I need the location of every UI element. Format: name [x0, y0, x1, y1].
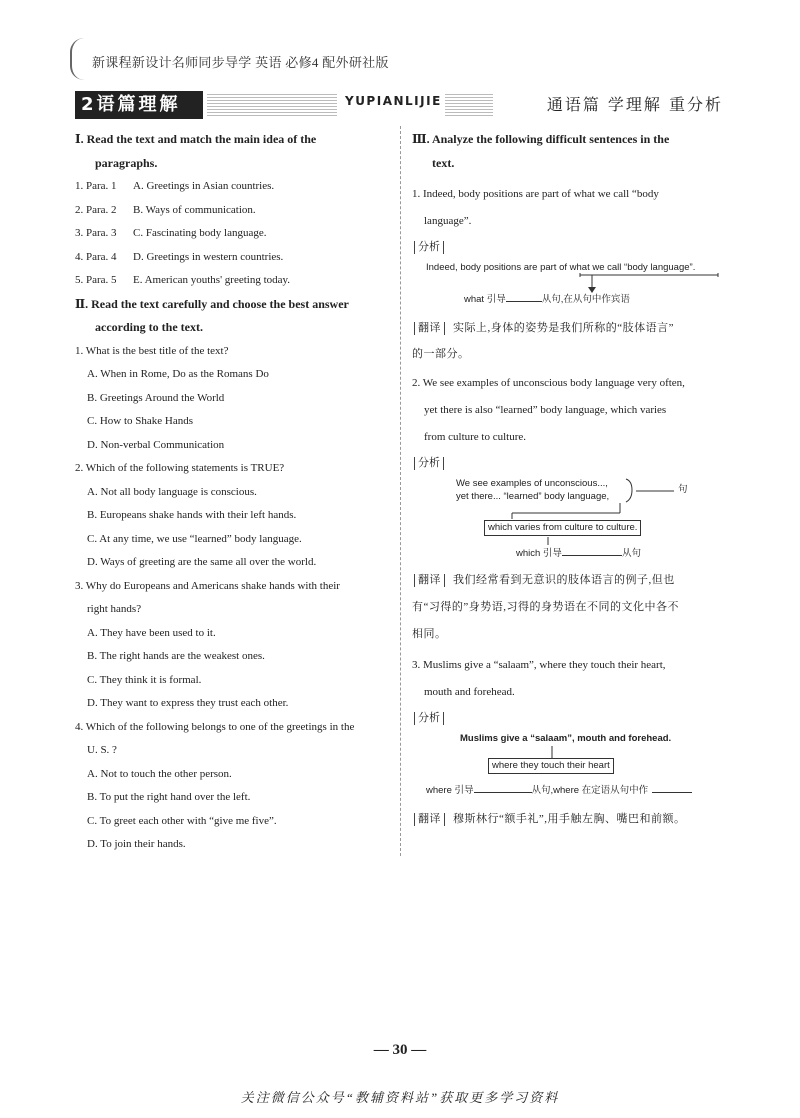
diagram-line-1: We see examples of unconscious...,: [456, 478, 608, 489]
diagram-boxed-clause: which varies from culture to culture.: [484, 520, 641, 536]
match-item: [75, 199, 390, 223]
question-option: A. Not to touch the other person.: [87, 767, 232, 780]
question-option: A. They have been used to it.: [87, 626, 216, 639]
question-option: D. They want to express they trust each other.: [87, 697, 289, 709]
diagram-note: [516, 547, 641, 561]
diagram-boxed-clause: where they touch their heart: [488, 758, 614, 774]
question-stem: 1. What is the best title of the text?: [75, 344, 229, 357]
section-3-title-line1: Ⅲ. Analyze the following difficult sentences in the: [412, 132, 670, 146]
fill-blank: [562, 555, 622, 556]
fill-blank: [474, 792, 532, 793]
sentence-1: [412, 181, 728, 366]
diagram-note: [426, 784, 692, 798]
question-stem: 2. Which of the following statements is TRUE?: [75, 462, 285, 474]
sentence-text: 1. Indeed, body positions are part of what we call “body: [412, 188, 659, 200]
match-label: 2. Para. 2: [75, 203, 117, 216]
translation-text-cont: 有“习得的”身势语,习得的身势语在不同的文化中各不: [412, 601, 680, 613]
question-stem: 3. Why do Europeans and Americans shake hands with their: [75, 579, 340, 592]
diagram-sentence: Indeed, body positions are part of what we call “body language”.: [426, 262, 696, 273]
match-list: [75, 175, 390, 293]
diagram-sentence: Muslims give a “salaam”, mouth and forehead.: [460, 733, 672, 744]
footer-note: 关注微信公众号“教辅资料站”获取更多学习资料: [240, 1090, 560, 1105]
translation-1: [412, 315, 728, 342]
translate-tag: 翻译: [414, 574, 445, 587]
match-label: 5. Para. 5: [75, 274, 117, 286]
translation-3: [412, 806, 728, 833]
question-option: B. To put the right hand over the left.: [87, 791, 251, 803]
left-column: [75, 128, 390, 857]
translation-text: 穆斯林行“额手礼”,用手触左胸、嘴巴和前额。: [453, 813, 686, 825]
question-option: B. Greetings Around the World: [87, 391, 225, 404]
section-banner: [75, 91, 725, 119]
sentence-text: 3. Muslims give a “salaam”, where they touch their heart,: [412, 659, 666, 671]
sentence-text-cont: yet there is also “learned” body language, which varies: [424, 404, 667, 416]
sentence-2-diagram: [412, 477, 728, 563]
question-option: D. Non-verbal Communication: [87, 438, 225, 451]
diagram-note-pre: where 引导: [426, 785, 474, 796]
question-option: D. Ways of greeting are the same all over the world.: [87, 556, 317, 568]
diagram-suffix: 句: [678, 484, 688, 495]
question-option: D. To join their hands.: [87, 838, 186, 850]
match-item: [75, 246, 390, 270]
translation-text: 我们经常看到无意识的肢体语言的例子,但也: [453, 574, 675, 586]
question-stem-cont: right hands?: [87, 603, 142, 615]
question-2: [75, 457, 390, 575]
question-option: C. They think it is formal.: [87, 673, 202, 686]
analysis-tag-row: [412, 451, 728, 477]
match-text: C. Fascinating body language.: [133, 227, 267, 239]
match-text: A. Greetings in Asian countries.: [133, 180, 275, 192]
sentence-text-cont: mouth and forehead.: [424, 686, 515, 698]
banner-slogan: 通语篇 学理解 重分析: [546, 95, 723, 114]
match-item: [75, 175, 390, 199]
column-divider: [400, 126, 401, 856]
sentence-2: [412, 370, 728, 648]
analysis-tag-row: [412, 235, 728, 261]
section-2-title: [75, 293, 390, 340]
match-text: E. American youths' greeting today.: [133, 274, 291, 286]
question-option: C. How to Shake Hands: [87, 415, 194, 427]
question-4: [75, 716, 390, 857]
right-column: [412, 128, 728, 833]
analysis-tag: 分析: [414, 457, 444, 470]
diagram-note-pre: which 引导: [516, 548, 562, 559]
question-option: B. The right hands are the weakest ones.: [87, 650, 265, 662]
diagram-note-pre: what 引导: [464, 294, 506, 305]
diagram-note-mid: 从句,where 在定语从句中作: [531, 785, 649, 796]
question-stem-cont: U. S. ?: [87, 744, 117, 756]
fill-blank: [506, 301, 542, 302]
match-label: 1. Para. 1: [75, 180, 117, 192]
section-3-title: [412, 128, 728, 175]
diagram-line-2: yet there... “learned” body language,: [456, 491, 610, 502]
match-item: [75, 269, 390, 293]
book-title: 新课程新设计名师同步导学 英语 必修4 配外研社版: [92, 55, 389, 70]
translation-text: 实际上,身体的姿势是我们所称的“肢体语言”: [453, 322, 675, 334]
fill-blank: [652, 792, 692, 793]
diagram-note-post: 从句: [621, 548, 641, 559]
sentence-text: 2. We see examples of unconscious body language very often,: [412, 377, 685, 389]
analysis-tag: 分析: [414, 241, 444, 254]
question-option: A. When in Rome, Do as the Romans Do: [87, 368, 269, 380]
translation-text-cont: 相同。: [412, 628, 447, 640]
diagram-note: [464, 293, 630, 307]
section-1-title-line1: Ⅰ. Read the text and match the main idea of the: [75, 132, 317, 146]
match-label: 3. Para. 3: [75, 227, 117, 239]
match-item: [75, 222, 390, 246]
question-stem: 4. Which of the following belongs to one of the greetings in the: [75, 720, 355, 733]
sentence-text-cont: from culture to culture.: [424, 431, 527, 443]
question-option: A. Not all body language is conscious.: [87, 485, 257, 498]
banner-stripes-left: [207, 94, 337, 116]
section-3-title-line2: text.: [432, 155, 455, 170]
question-option: C. To greet each other with “give me five”.: [87, 814, 277, 827]
analysis-tag-row: [412, 706, 728, 732]
sentence-text-cont: language”.: [424, 215, 472, 227]
diagram-note-post: 从句,在从句中作宾语: [541, 294, 630, 305]
section-2-title-line2: according to the text.: [95, 320, 203, 334]
question-option: B. Europeans shake hands with their left hands.: [87, 509, 297, 521]
sentence-3: [412, 652, 728, 833]
section-1-title-line2: paragraphs.: [95, 155, 158, 170]
question-option: C. At any time, we use “learned” body language.: [87, 532, 302, 545]
banner-pinyin: YUPIANLIJIE: [345, 94, 442, 108]
section-1-title: [75, 128, 390, 175]
translation-2: [412, 567, 728, 594]
question-3: [75, 575, 390, 716]
header-curve-decoration: [70, 38, 86, 80]
sentence-1-diagram: [412, 261, 728, 311]
banner-label: 2语篇理解: [75, 91, 203, 119]
section-2-title-line1: Ⅱ. Read the text carefully and choose the best answer: [75, 296, 349, 311]
translate-tag: 翻译: [414, 813, 445, 826]
page-number: — 30 —: [373, 1042, 427, 1058]
translate-tag: 翻译: [414, 322, 445, 335]
match-text: B. Ways of communication.: [133, 203, 256, 216]
match-label: 4. Para. 4: [75, 250, 117, 263]
question-1: [75, 340, 390, 458]
sentence-3-diagram: [412, 732, 728, 800]
analysis-tag: 分析: [414, 712, 444, 725]
banner-stripes-right: [445, 94, 493, 116]
match-text: D. Greetings in western countries.: [133, 250, 284, 263]
translation-text-cont: 的一部分。: [412, 348, 470, 360]
